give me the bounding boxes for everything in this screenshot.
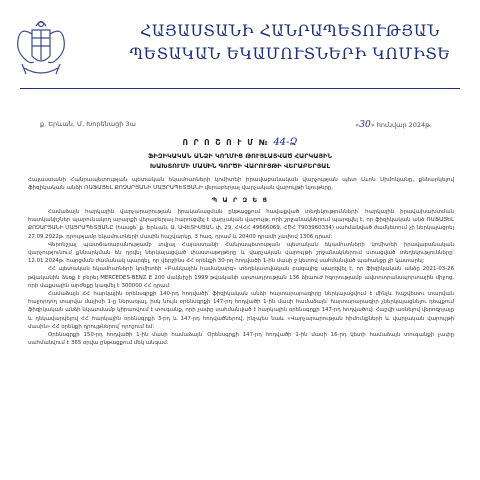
body-paragraph: Համաձայն հարկային վարչարարության իրականացման ընթացքում հավաքված տեղեկությունների՝ հարկային իրավախախտման հատկանիշներ պարունակող արարքի վերաբերյալ հարուցվել է վարչական վարույթ, որի շրջանակներում պարզվել է, որ ֆիզիկական անձ ՌԱՖԱՅԵԼ ՔՈՉԱՐՅԱՆԻ ՄԱՅՐԱՊԵՏՅԱՆԸ (հասցե՝ ք. Երևան, Ա. ԱՎԵՏԻՍՅԱՆ փ. 29, ՀՎՀՀ 49666069, ՀԾՀ 7903960334) սահմանված ժամկետում չի ներկայացրել 27.09.2022թ. դրությամբ եկամուտների մասին հաշվարկը, 3 հազ. դրամ և 20400 դրամի չափով 1306 դրամ: — [28, 209, 454, 240]
document-body — [28, 208, 454, 347]
document-address: ք. Երևան, Մ. Խորենացի 3ա — [40, 120, 136, 128]
coat-of-arms-emblem — [12, 16, 70, 80]
body-paragraph: Օրենսգրքի 150-րդ հոդվածի 1-ին մասի համաձայն՝ Օրենսգրքի 147-րդ հոդվածի 1-ին մասի 16-րդ կետի համաձայն տուգանքի չափը սահմանվում է 365 օրվա ընթացքում մեկ անգամ: — [28, 332, 454, 347]
date-day-handwritten: 30 — [359, 120, 371, 130]
date-month-year: հունվար 2024թ. — [376, 121, 432, 129]
order-heading — [0, 137, 480, 148]
document-date: «30» հունվար 2024թ. — [355, 120, 432, 130]
body-paragraph: ՀՀ պետական եկամուտների կոմիտեի «Բանկային համակարգ» տեղեկատվական բազայից պարզվել է, որ ֆիզիկական անձը 2021-03-26 թվականին ձեռք է բերել MERCEDES-BENZ E 200 մակնիշի 1999 թվականի արտադրության 136 ձիաուժ հզորությամբ ավտոտրանսպորտային միջոց, որի մաքսային արժեքը կազմել է 300000 ՀՀ դրամ: — [28, 266, 454, 289]
agency-header — [120, 22, 460, 63]
body-paragraph: Վերոնշյալ պատճառաբանությամբ տվյալ Հայաստանի Հանրապետության պետական եկամուտների կոմիտեի իրավաբանական վարչությունում քննարկման են դրվել ներկայացված փաստաթղթերը և վարչական վարույթի շրջանակներում ստացված տեղեկությունները՝ 12.01.2024թ. հարցման ժամանակ պարզել, որ վերջինս ՀՀ օրենքի 30-րդ հոդվածի 1-ին մասի ջ կետով սահմանված պահանջը չի կատարել: — [28, 241, 454, 265]
findings-heading: Պ Ա Ր Զ Ե Ց — [211, 196, 269, 204]
order-number-handwritten: 44-Ձ — [273, 137, 298, 148]
order-subject-line-1: ՖԻԶԻԿԱԿԱՆ ԱՆՁԻ ԿՈՂՄԻՑ ԹՈՒՅԼԱՏՎԱԾ ՀԱՐԿԱՅԻՆ — [147, 152, 333, 160]
order-label: Ո Ր Ո Շ Ո Ւ Մ № — [182, 138, 270, 147]
header-line-1: ՀԱՅԱՍՏԱՆԻ ՀԱՆՐԱՊԵՏՈՒԹՅԱՆ — [140, 22, 440, 40]
order-subject-line-2: ԽԱԽՏՈՒՄԻ ՄԱՍԻՆ ԳՈՐԾԻ ՎԱՐՈՒՅԹԻ ՎԵՐԱԲԵՐՅԱԼ — [149, 162, 331, 170]
header-divider — [20, 88, 460, 89]
intro-paragraph: Հայաստանի Հանրապետության պետական եկամուտների կոմիտեի իրավաբանական վարչության պետ Լևոն Սիմոնյանը, քննարկելով ֆիզիկական անձի ՌԱՖԱՅԵԼ ՔՈՉԱՐՅԱՆԻ ՄԱՅՐԱՊԵՏՅԱՆԻ վերաբերյալ վարչական վարույթի նյութերը, — [28, 177, 454, 192]
header-line-2: ՊԵՏԱԿԱՆ ԵԿԱՄՈՒՏՆԵՐԻ ԿՈՄԻՏԵ — [129, 45, 451, 63]
body-paragraph: Համաձայն ՀՀ հարկային օրենսգրքի 140-րդ հոդվածի՝ ֆիզիկական անձի հայտարարագիրը ներկայացվում է մինչև հաշվետու տարվան հաջորդող տարվա մայիսի 1-ը ներառյալ, իսկ նույն օրենսգրքի 147-րդ հոդվածի 1-ին մասի համաձայն՝ հայտարարագիր չներկայացնելու դեպքում ֆիզիկական անձի նկատմամբ կիրառվում է տուգանք, որի չափը սահմանված է հարկային օրենսգրքի 147-րդ հոդվածով: Հաշվի առնելով վերոգրյալը և ղեկավարվելով ՀՀ հարկային օրենսգրքի 3-րդ և 147-րդ հոդվածներով, ինչպես նաև «Վարչարարության հիմունքների և վարչական վարույթի մասին» ՀՀ օրենքի դրույթներով՝ որոշում եմ: — [28, 291, 454, 330]
